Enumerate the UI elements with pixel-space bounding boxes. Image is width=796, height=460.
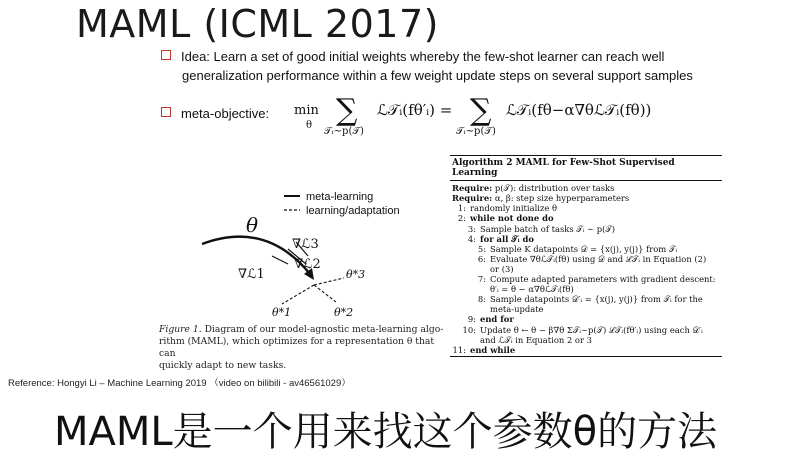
algo-line-text: Sample datapoints 𝒟′ᵢ = {x(j), y(j)} from 𝒯ᵢ for the [490, 294, 703, 305]
algorithm-header [450, 155, 722, 181]
algorithm-title: Algorithm 2 MAML for Few-Shot Supervised Learning [452, 158, 675, 179]
algo-line: 3: Sample batch of tasks 𝒯ᵢ ∼ p(𝒯) [467, 223, 616, 234]
theta2-label: θ*2 [334, 306, 354, 319]
algo-line [452, 284, 720, 294]
caption-label: Figure 1. [159, 324, 202, 335]
eq-sum-2: ∑ [470, 93, 492, 128]
eq-sum-1-sub: 𝒯ᵢ∼p(𝒯) [324, 126, 364, 137]
figure-caption [159, 324, 446, 372]
algo-line-text: Sample K datapoints 𝒟 = {x(j), y(j)} from 𝒯ᵢ [490, 243, 677, 254]
algo-line-text: end for [480, 314, 514, 325]
algo-line-text: for all 𝒯ᵢ do [480, 233, 534, 244]
algo-require-2: Require: α, β: step size hyperparameters [452, 193, 630, 204]
adapt-line-3 [314, 278, 344, 285]
idea-bullet [161, 47, 721, 85]
idea-line-2: generalization performance within a few weight update steps on several support samples [182, 68, 693, 83]
bullet-square-icon [161, 50, 171, 60]
algo-line: 7: Compute adapted parameters with gradient descent: [477, 274, 716, 285]
algo-line-text: or (3) [490, 263, 514, 274]
caption-line-1: Diagram of our model-agnostic meta-learning algo- [204, 324, 444, 335]
algo-line-text: θ′ᵢ = θ − α∇θℒ𝒯ᵢ(fθ) [490, 284, 574, 295]
algo-line-text: Update θ ← θ − β∇θ Σ𝒯ᵢ∼p(𝒯) ℒ𝒯ᵢ(fθ′ᵢ) using each 𝒟′ᵢ [480, 324, 703, 335]
bullet-square-icon [161, 107, 171, 117]
idea-line-1: Idea: Learn a set of good initial weights whereby the few-shot learner can reach well [181, 49, 665, 64]
algo-require-2-text: α, β: step size hyperparameters [494, 193, 630, 204]
algo-line-text: Compute adapted parameters with gradient descent: [490, 274, 716, 285]
meta-objective-label: meta-objective: [181, 106, 270, 121]
caption-line-3: quickly adapt to new tasks. [159, 360, 287, 371]
algo-line-text: meta-update [490, 304, 544, 315]
legend-adapt-label: learning/adaptation [306, 205, 400, 217]
algo-line [452, 264, 720, 274]
algo-line: 6: Evaluate ∇θℒ𝒯ᵢ(fθ) using 𝒟 and ℒ𝒯ᵢ in Equation (2) [477, 253, 707, 264]
algo-line-text: Evaluate ∇θℒ𝒯ᵢ(fθ) using 𝒟 and ℒ𝒯ᵢ in Equation (2) [490, 253, 707, 264]
algorithm-body [450, 181, 722, 357]
algo-line-text: while not done do [470, 213, 554, 224]
algo-line: 1: randomly initialize θ [457, 203, 558, 214]
algo-line [452, 335, 720, 345]
algorithm-box [450, 155, 722, 357]
theta1-label: θ*1 [272, 306, 292, 319]
eq-sum-2-sub: 𝒯ᵢ∼p(𝒯) [456, 126, 496, 137]
eq-rhs-term: ℒ𝒯ᵢ(fθ−α∇θℒ𝒯ᵢ(fθ)) [506, 101, 652, 119]
eq-sum-1: ∑ [336, 93, 358, 128]
maml-diagram [196, 186, 426, 331]
caption-line-2: rithm (MAML), which optimizes for a representation θ that can [159, 336, 435, 359]
algo-line-text: randomly initialize θ [470, 203, 558, 214]
algo-line: 4: for all 𝒯ᵢ do [467, 233, 534, 244]
algo-line: 10: Update θ ← θ − β∇θ Σ𝒯ᵢ∼p(𝒯) ℒ𝒯ᵢ(fθ′ᵢ) using each 𝒟′ᵢ [462, 324, 703, 335]
adapt-line-1 [282, 285, 314, 304]
eq-lhs-term: ℒ𝒯ᵢ(fθ′ᵢ) = [377, 101, 453, 119]
theta3-label: θ*3 [346, 268, 366, 281]
algo-line: 2: while not done do [457, 213, 554, 224]
theta-label: θ [246, 213, 259, 237]
algo-line-text: end while [470, 344, 516, 355]
algo-line-text: Sample batch of tasks 𝒯ᵢ ∼ p(𝒯) [480, 223, 616, 234]
grad-line-1 [272, 256, 288, 264]
maml-diagram-svg [196, 186, 426, 326]
summary-caption: MAML是一个用来找这个参数θ的方法 [54, 409, 718, 455]
slide-title: MAML (ICML 2017) [76, 2, 439, 46]
algo-line: 5: Sample K datapoints 𝒟 = {x(j), y(j)} from 𝒯ᵢ [477, 243, 677, 254]
algo-require-1: Require: p(𝒯): distribution over tasks [452, 183, 615, 194]
legend-meta-label: meta-learning [306, 191, 374, 203]
eq-min: min [294, 103, 319, 118]
algo-line [452, 304, 720, 314]
grad1-label: ∇ℒ1 [238, 267, 265, 282]
algo-line: 8: Sample datapoints 𝒟′ᵢ = {x(j), y(j)} from 𝒯ᵢ for the [477, 294, 703, 305]
algo-require-1-text: p(𝒯): distribution over tasks [494, 183, 615, 194]
algo-line-text: and ℒ𝒯ᵢ in Equation 2 or 3 [480, 334, 592, 345]
grad2-label: ∇ℒ2 [294, 257, 321, 272]
eq-min-sub: θ [306, 120, 313, 131]
algo-line: 9: end for [467, 314, 514, 325]
meta-objective-bullet [161, 104, 269, 123]
adapt-line-2 [314, 285, 336, 302]
reference-text: Reference: Hongyi Li – Machine Learning 2019 （video on bilibili - av46561029） [8, 378, 351, 389]
grad3-label: ∇ℒ3 [292, 237, 319, 252]
algo-line: 11: end while [452, 344, 516, 355]
